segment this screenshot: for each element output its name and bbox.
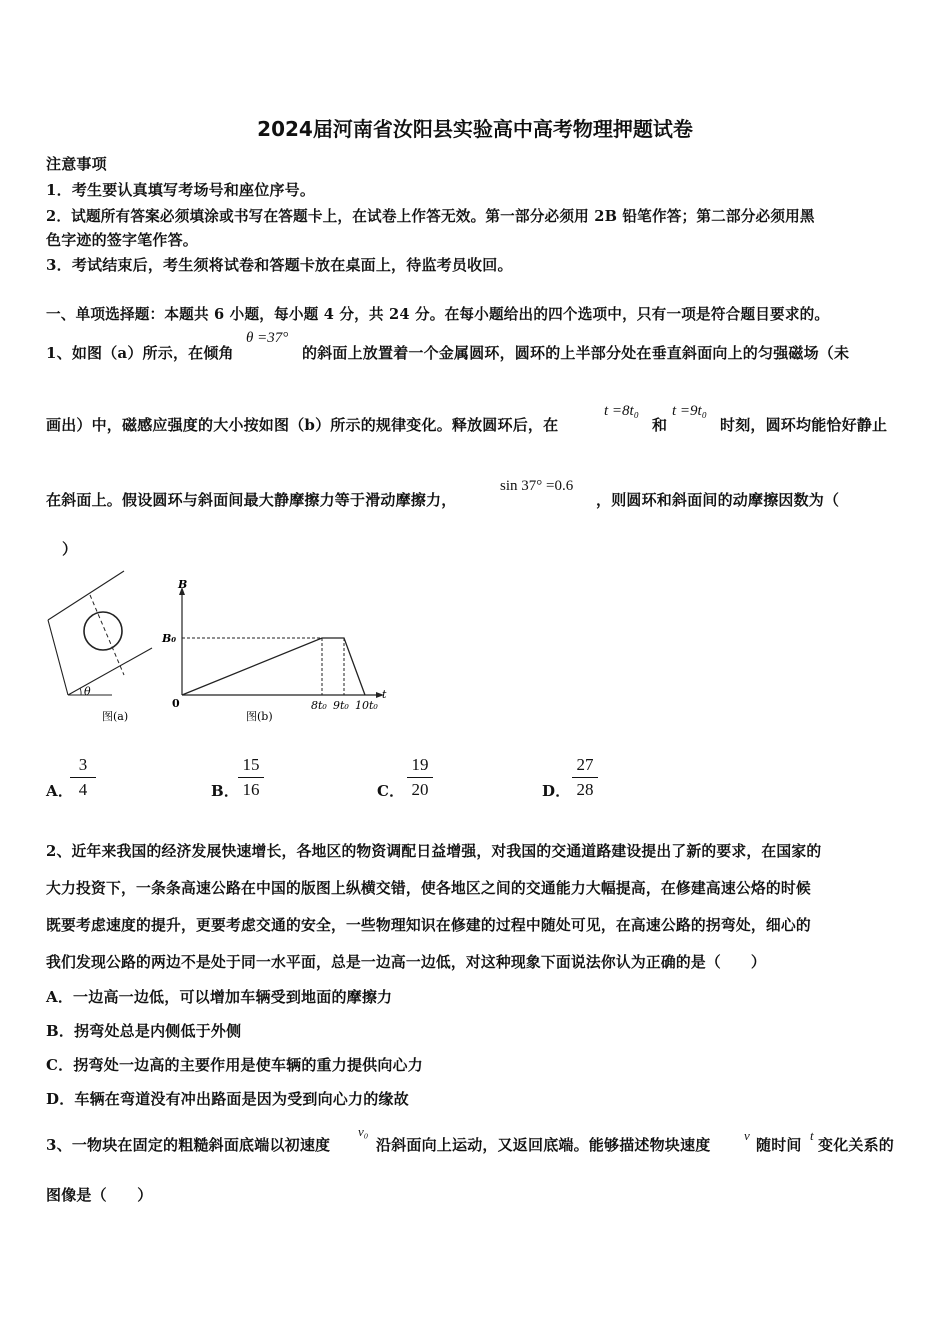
q1-text: 画出）中，磁感应强度的大小按如图（b）所示的规律变化。释放圆环后，在 bbox=[46, 416, 559, 434]
q3-text: 随时间 bbox=[756, 1136, 802, 1154]
q1-t1-formula: t =8t₀ bbox=[604, 403, 639, 419]
q1-text: ） bbox=[62, 540, 78, 558]
q3-v0: v₀ bbox=[358, 1124, 369, 1139]
q2-text: 既要考虑速度的提升，更要考虑交通的安全，一些物理知识在修建的过程中随处可见，在高速公路的拐弯处，细心的 bbox=[46, 917, 811, 934]
q1-text: ，则圆环和斜面间的动摩擦因数为（ bbox=[596, 491, 840, 509]
q3-text: 沿斜面向上运动，又返回底端。能够描述物块速度 bbox=[376, 1136, 711, 1154]
option-b-fraction: 15 16 bbox=[234, 755, 268, 800]
option-label: A． bbox=[46, 782, 74, 800]
x-axis-label: t bbox=[382, 688, 387, 701]
theta-label: θ bbox=[84, 685, 91, 698]
option-label: D． bbox=[542, 782, 571, 800]
q2-text: 我们发现公路的两边不是处于同一水平面，总是一边高一边低，对这种现象下面说法你认为正确的是（ ） bbox=[46, 954, 766, 971]
q1-text: 1、如图（a）所示，在倾角 bbox=[46, 344, 234, 362]
t8-label: 8t₀ bbox=[311, 699, 327, 712]
q1-text: 在斜面上。假设圆环与斜面间最大静摩擦力等于滑动摩擦力， bbox=[46, 491, 457, 509]
q1-text: 的斜面上放置着一个金属圆环，圆环的上半部分处在垂直斜面向上的匀强磁场（未 bbox=[302, 344, 850, 362]
q1-t2-formula: t =9t₀ bbox=[672, 403, 707, 419]
q2-option: B．拐弯处总是内侧低于外侧 bbox=[46, 1022, 242, 1040]
q3-text: 图像是（ ） bbox=[46, 1186, 153, 1204]
t10-label: 10t₀ bbox=[355, 699, 378, 712]
notice-item: 2．试题所有答案必须填涂或书写在答题卡上，在试卷上作答无效。第一部分必须用 2B 铅笔作答；第二部分必须用黑 bbox=[46, 208, 815, 225]
origin-label: 0 bbox=[172, 697, 180, 710]
option-label: C． bbox=[377, 782, 405, 800]
q2-option: D．车辆在弯道没有冲出路面是因为受到向心力的缘故 bbox=[46, 1090, 409, 1108]
q3-v: v bbox=[744, 1128, 750, 1143]
b0-label: B₀ bbox=[162, 632, 177, 645]
option-label: B． bbox=[211, 782, 240, 800]
notice-item: 色字迹的签字笔作答。 bbox=[46, 231, 199, 249]
figure-a bbox=[40, 565, 160, 730]
option-c-fraction: 19 20 bbox=[403, 755, 437, 800]
figure-a-caption: 图(a) bbox=[102, 710, 129, 723]
notice-heading: 注意事项 bbox=[46, 155, 107, 173]
q1-text: 时刻，圆环均能恰好静止 bbox=[720, 416, 888, 434]
option-a-fraction: 3 4 bbox=[66, 755, 100, 800]
q3-text: 变化关系的 bbox=[818, 1136, 895, 1154]
option-d-fraction: 27 28 bbox=[568, 755, 602, 800]
y-axis-label: B bbox=[178, 578, 188, 591]
q3-text: 3、一物块在固定的粗糙斜面底端以初速度 bbox=[46, 1136, 331, 1154]
q3-t: t bbox=[810, 1128, 814, 1143]
q2-text: 大力投资下，一条条高速公路在中国的版图上纵横交错，使各地区之间的交通能力大幅提高，在修建高速公烙的时候 bbox=[46, 880, 811, 897]
page-title: 2024届河南省汝阳县实验高中高考物理押题试卷 bbox=[257, 117, 693, 141]
q1-text: 和 bbox=[652, 416, 668, 434]
q2-option: A．一边高一边低，可以增加车辆受到地面的摩擦力 bbox=[46, 988, 393, 1006]
q1-theta-formula: θ =37° bbox=[246, 330, 289, 346]
q2-option: C．拐弯处一边高的主要作用是使车辆的重力提供向心力 bbox=[46, 1056, 423, 1074]
figure-b-caption: 图(b) bbox=[246, 710, 273, 723]
t9-label: 9t₀ bbox=[333, 699, 349, 712]
q2-text: 2、近年来我国的经济发展快速增长，各地区的物资调配日益增强，对我国的交通道路建设提出了新的要求，在国家的 bbox=[46, 843, 822, 860]
figure-b bbox=[160, 575, 390, 730]
q1-sin-formula: sin 37° =0.6 bbox=[500, 478, 574, 494]
notice-item: 1．考生要认真填写考场号和座位序号。 bbox=[46, 181, 316, 199]
notice-item: 3．考试结束后，考生须将试卷和答题卡放在桌面上，待监考员收回。 bbox=[46, 256, 513, 274]
section-heading: 一、单项选择题：本题共 6 小题，每小题 4 分，共 24 分。在每小题给出的四个选项中，只有一项是符合题目要求的。 bbox=[46, 306, 830, 323]
